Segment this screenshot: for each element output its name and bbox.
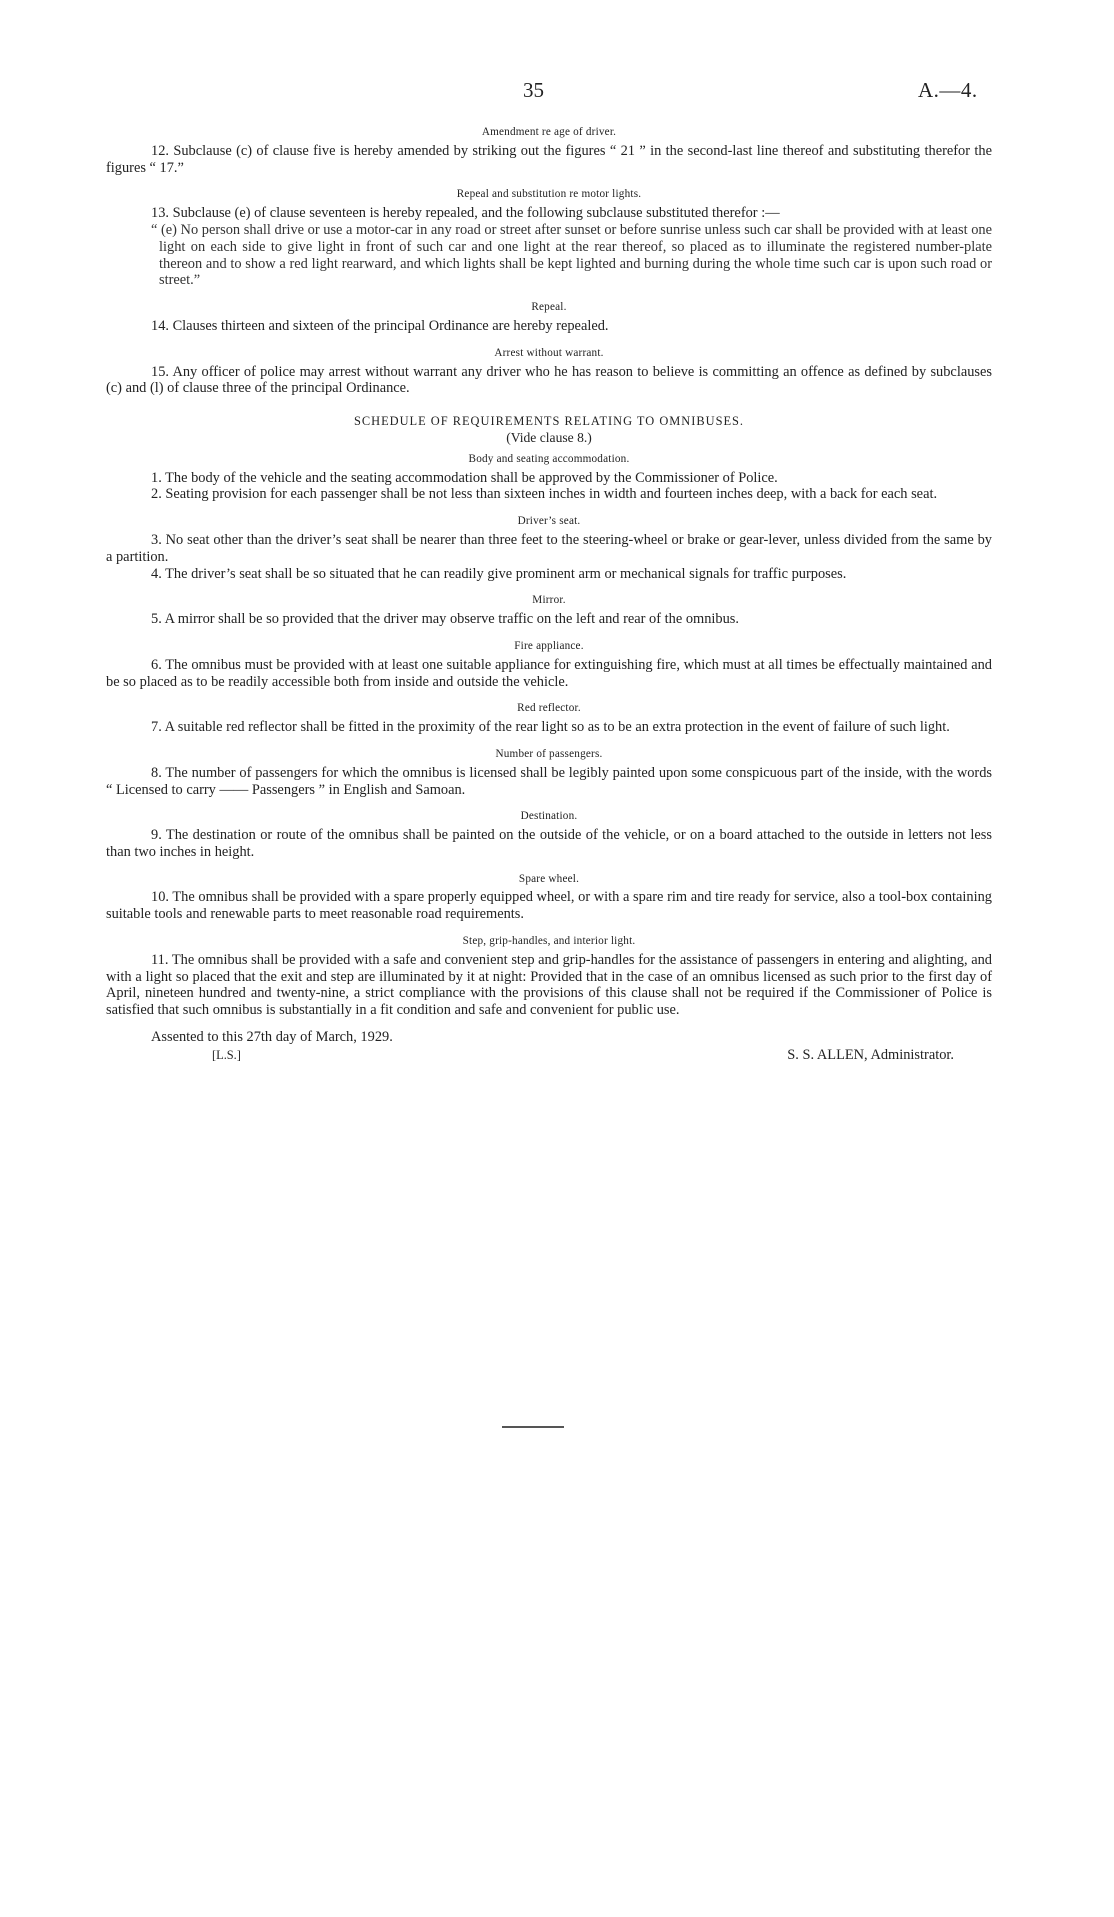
schedule-heading: Destination. xyxy=(520,810,578,823)
schedule-heading: Step, grip-handles, and interior light. xyxy=(462,935,636,948)
schedule-heading: Spare wheel. xyxy=(518,872,580,885)
schedule-title: SCHEDULE OF REQUIREMENTS RELATING TO OMNIBUSES. xyxy=(353,414,745,429)
section-heading: Amendment re age of driver. xyxy=(481,126,617,138)
schedule-item-11: 11. The omnibus shall be provided with a safe and convenient step and grip-handles for the assistance of passengers in entering and alighting, and with a light so placed that the exit and step are illuminated by it at night: Provided that in the case of an omnibus licensed as such prior to the first day of April, nineteen hundred and twenty-nine, a strict compliance with the provisions of this clause shall not be required if the Commissioner of Police is satisfied that such omnibus is substantially in a fit condition and safe and convenient for public use. xyxy=(106,951,992,1019)
administrator-signature: S. S. ALLEN, Administrator. xyxy=(787,1047,954,1064)
assent-block xyxy=(106,1029,992,1069)
schedule-item-4: 4. The driver’s seat shall be so situated that he can readily give prominent arm or mechanical signals for traffic purposes. xyxy=(151,565,847,582)
document-reference: A.—4. xyxy=(918,78,978,102)
schedule-heading: Body and seating accommodation. xyxy=(468,452,630,465)
schedule-item-2: 2. Seating provision for each passenger shall be not less than sixteen inches in width and fourteen inches deep, with a back for each seat. xyxy=(151,486,938,503)
section-heading: Repeal and substitution re motor lights. xyxy=(456,188,642,201)
page-body xyxy=(106,124,992,1069)
schedule-item-5: 5. A mirror shall be so provided that the driver may observe traffic on the left and rear of the omnibus. xyxy=(151,611,739,628)
schedule-item-9: 9. The destination or route of the omnibus shall be painted on the outside of the vehicle, or on a board attached to the outside in letters not less than two inches in height. xyxy=(106,827,992,860)
assent-text: Assented to this 27th day of March, 1929. xyxy=(151,1029,393,1046)
clause-15: 15. Any officer of police may arrest without warrant any driver who he has reason to believe is committing an offence as defined by subclauses (c) and (l) of clause three of the principal Ordinance. xyxy=(106,363,992,397)
clause-13-quoted-subclause: “ (e) No person shall drive or use a motor-car in any road or street after sunset or before sunrise unless such car shall be provided with at least one light on each side to give light in front of such car and one light at the rear thereof, so placed as to illuminate the registered number-plate thereon and to show a red light rearward, and which lights shall be kept lighted and burning during the whole time such car is upon such road or street.” xyxy=(151,221,992,289)
schedule-subtitle: (Vide clause 8.) xyxy=(506,429,592,445)
schedule-item-1: 1. The body of the vehicle and the seating accommodation shall be approved by the Commissioner of Police. xyxy=(151,469,778,486)
schedule-heading: Number of passengers. xyxy=(495,747,603,760)
schedule-heading: Red reflector. xyxy=(517,702,581,715)
schedule-item-3: 3. No seat other than the driver’s seat shall be nearer than three feet to the steering-wheel or brake or gear-lever, unless divided from the same by a partition. xyxy=(106,531,992,565)
schedule-heading: Mirror. xyxy=(532,594,566,607)
section-heading: Arrest without warrant. xyxy=(494,346,604,359)
schedule-heading: Fire appliance. xyxy=(514,639,584,652)
schedule-item-8: 8. The number of passengers for which the omnibus is licensed shall be legibly painted upon some conspicuous part of the inside, with the words “ Licensed to carry —— Passengers ” in English and Samoan. xyxy=(106,764,992,798)
seal-mark: [L.S.] xyxy=(212,1048,241,1063)
clause-13: 13. Subclause (e) of clause seventeen is hereby repealed, and the following subclause substituted therefor :— xyxy=(151,205,780,222)
page-number: 35 xyxy=(523,78,544,102)
schedule-heading: Driver’s seat. xyxy=(517,515,581,528)
closing-rule xyxy=(502,1426,564,1428)
schedule-item-6: 6. The omnibus must be provided with at least one suitable appliance for extinguishing fire, which must at all times be effectually maintained and be so placed as to be readily accessible both from inside and outside the vehicle. xyxy=(106,656,992,690)
section-heading: Repeal. xyxy=(531,301,567,314)
clause-12: 12. Subclause (c) of clause five is hereby amended by striking out the figures “ 21 ” in the second-last line thereof and substituting therefor the figures “ 17.” xyxy=(106,142,992,176)
schedule-item-10: 10. The omnibus shall be provided with a spare properly equipped wheel, or with a spare rim and tire ready for service, also a tool-box containing suitable tools and renewable parts to meet reasonable road requirements. xyxy=(106,889,992,923)
schedule-item-7: 7. A suitable red reflector shall be fitted in the proximity of the rear light so as to be an extra protection in the event of failure of such light. xyxy=(151,719,950,736)
clause-14: 14. Clauses thirteen and sixteen of the principal Ordinance are hereby repealed. xyxy=(151,317,609,334)
